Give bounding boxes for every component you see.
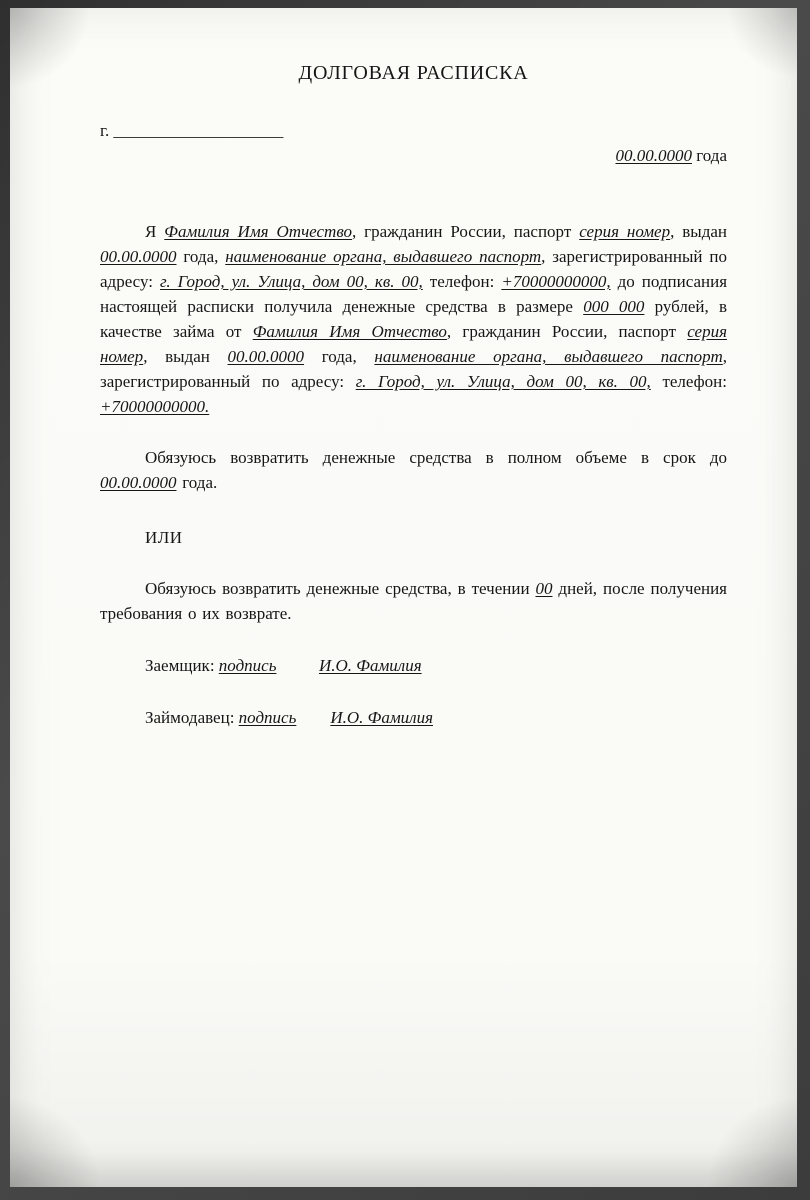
- fill-in-value: наименование органа, выдавшего паспорт: [225, 247, 542, 266]
- static-text: , гражданин России, паспорт: [446, 322, 688, 341]
- fill-in-value: +70000000000,: [501, 272, 611, 291]
- fill-in-value: наименование органа, выдавшего паспорт: [374, 347, 723, 366]
- fill-in-value: подпись: [238, 708, 297, 727]
- or-label: ИЛИ: [145, 528, 183, 547]
- city-label: г.: [100, 121, 110, 140]
- static-text: рублей, в качестве займа от: [100, 297, 728, 341]
- static-text: до подписания настоящей расписки получила денежные средства в размере: [100, 272, 728, 316]
- static-text: Я: [145, 222, 165, 241]
- static-text: Обязуюсь возвратить денежные средства, в течении: [145, 579, 536, 598]
- static-text: , выдан: [670, 222, 728, 241]
- fill-in-value: 000 000: [583, 297, 645, 316]
- static-text: Заемщик:: [145, 656, 219, 675]
- fill-in-value: И.О. Фамилия: [318, 656, 422, 675]
- static-text: , зарегистрированный по адресу:: [100, 247, 727, 291]
- static-text: телефон:: [650, 372, 727, 391]
- fill-in-value: г. Город, ул. Улица, дом 00, кв. 00,: [355, 372, 651, 391]
- fill-in-value: Фамилия Имя Отчество: [252, 322, 447, 341]
- static-text: года.: [176, 473, 218, 492]
- static-text: , гражданин России, паспорт: [351, 222, 580, 241]
- paragraph-repay-on-demand: [100, 576, 727, 626]
- fill-in-value: 00.00.0000: [100, 247, 177, 266]
- city-date-row: [100, 118, 727, 193]
- fill-in-value: серия номер: [100, 322, 727, 366]
- static-text: года,: [304, 347, 375, 366]
- fill-in-value: 00.00.0000: [100, 473, 177, 492]
- fill-in-value: г. Город, ул. Улица, дом 00, кв. 00,: [160, 272, 423, 291]
- fill-in-value: серия номер: [579, 222, 671, 241]
- static-text: Займодавец:: [145, 708, 239, 727]
- paragraph-borrower-details: [100, 219, 727, 419]
- date-value: 00.00.0000: [615, 146, 692, 165]
- static-text: [276, 656, 319, 675]
- fill-in-value: И.О. Фамилия: [330, 708, 433, 727]
- static-text: , выдан: [143, 347, 228, 366]
- fill-in-value: +70000000000.: [100, 397, 210, 416]
- static-text: [296, 708, 330, 727]
- borrower-signature-row: [100, 653, 727, 678]
- fill-in-value: Фамилия Имя Отчество: [164, 222, 352, 241]
- static-text: телефон:: [422, 272, 502, 291]
- fill-in-value: 00.00.0000: [227, 347, 305, 366]
- document-page: [10, 8, 797, 1187]
- static-text: Обязуюсь возвратить денежные средства в полном объеме в срок до: [145, 448, 727, 467]
- date-field: [581, 118, 727, 193]
- date-suffix: года: [691, 146, 727, 165]
- static-text: года,: [176, 247, 226, 266]
- lender-signature-row: [100, 705, 727, 730]
- fill-in-value: подпись: [218, 656, 277, 675]
- city-blank-line: ____________________: [113, 121, 284, 140]
- city-field: [100, 118, 283, 143]
- paragraph-repay-full-term: [100, 445, 727, 495]
- document-title: ДОЛГОВАЯ РАСПИСКА: [298, 62, 529, 84]
- static-text: дней, после получения требования о их возврате.: [100, 579, 727, 623]
- fill-in-value: 00: [535, 579, 553, 598]
- static-text: , зарегистрированный по адресу:: [100, 347, 727, 391]
